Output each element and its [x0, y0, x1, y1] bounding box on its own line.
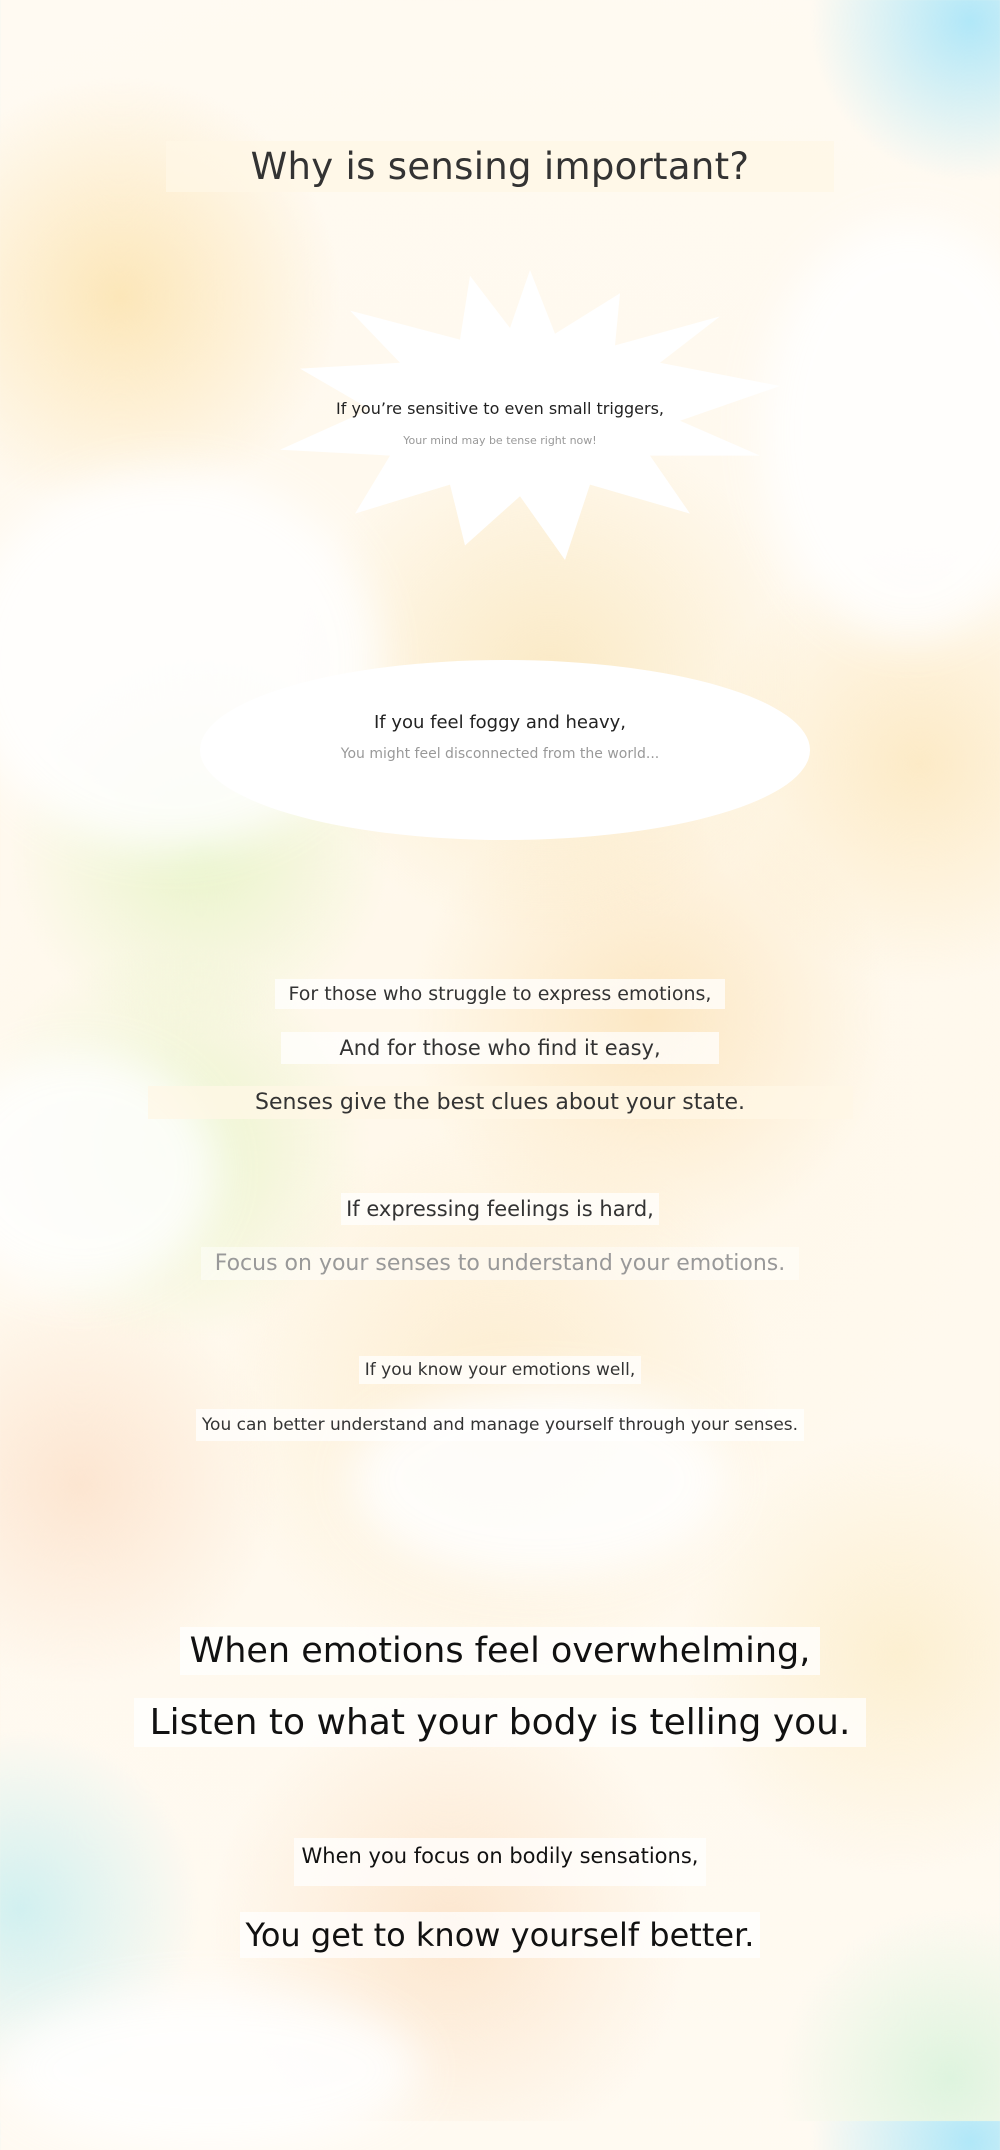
- bodily-line1-row: [0, 1834, 1000, 1890]
- bodily-line1-highlight: [294, 1838, 707, 1886]
- hard-line2: Focus on your senses to understand your emotions.: [214, 1250, 786, 1276]
- bodily-line2-highlight: [240, 1912, 761, 1958]
- triggers-heading-row: [0, 394, 1000, 422]
- hard-line1: If expressing feelings is hard,: [346, 1197, 654, 1221]
- bodily-line2: You get to know yourself better.: [245, 1916, 755, 1954]
- overwhelm-line1-row: [0, 1623, 1000, 1679]
- know-line2-row: [0, 1405, 1000, 1445]
- title-highlight: [166, 141, 834, 192]
- express-line2-row: [0, 1028, 1000, 1068]
- title-row: [0, 138, 1000, 194]
- know-line1-highlight: [359, 1356, 641, 1384]
- triggers-subtext: Your mind may be tense right now!: [403, 433, 597, 447]
- express-line1-row: [0, 975, 1000, 1013]
- express-line1-highlight: [275, 979, 726, 1009]
- hard-line1-row: [0, 1190, 1000, 1228]
- foggy-heading-row: [0, 707, 1000, 737]
- triggers-heading: If you’re sensitive to even small triggers,: [336, 398, 664, 418]
- express-line3-row: [0, 1082, 1000, 1122]
- hard-line2-row: [0, 1243, 1000, 1283]
- overwhelm-line2-highlight: [134, 1698, 867, 1747]
- overwhelm-line2: Listen to what your body is telling you.: [149, 1701, 851, 1743]
- know-line1: If you know your emotions well,: [364, 1360, 636, 1380]
- foggy-subtext: You might feel disconnected from the world...: [340, 746, 660, 762]
- express-line3: Senses give the best clues about your state.: [255, 1089, 745, 1115]
- know-line2-highlight: [196, 1409, 804, 1441]
- know-line2: You can better understand and manage yourself through your senses.: [201, 1415, 799, 1435]
- page-title: Why is sensing important?: [250, 144, 750, 188]
- bodily-line2-row: [0, 1908, 1000, 1962]
- hard-line1-highlight: [341, 1193, 659, 1225]
- express-line2-highlight: [281, 1032, 718, 1064]
- hard-line2-highlight: [201, 1247, 800, 1280]
- express-line2: And for those who find it easy,: [339, 1036, 661, 1060]
- overwhelm-line1-highlight: [180, 1627, 821, 1675]
- express-line1: For those who struggle to express emotions,: [288, 983, 712, 1005]
- overwhelm-line1: When emotions feel overwhelming,: [189, 1631, 811, 1671]
- foggy-sub-row: [0, 743, 1000, 765]
- triggers-sub-row: [0, 430, 1000, 450]
- express-line3-highlight: [148, 1086, 853, 1119]
- overwhelm-line2-row: [0, 1693, 1000, 1751]
- foggy-heading: If you feel foggy and heavy,: [373, 711, 627, 733]
- know-line1-row: [0, 1352, 1000, 1388]
- background-blob: [0, 1990, 420, 2150]
- bodily-line1: When you focus on bodily sensations,: [301, 1844, 699, 1868]
